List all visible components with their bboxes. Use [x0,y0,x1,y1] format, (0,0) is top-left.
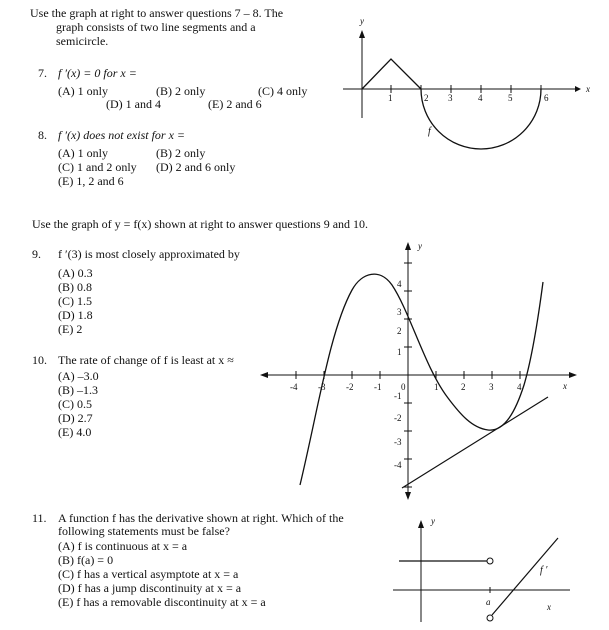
q10-choice-d[interactable]: (D) 2.7 [58,411,93,425]
q8-stem: f ′(x) does not exist for x = [58,128,186,142]
q11-choice-e[interactable]: (E) f has a removable discontinuity at x = a [58,595,266,609]
q11-choice-a[interactable]: (A) f is continuous at x = a [58,539,188,553]
graph1-tick-2: 2 [424,93,429,103]
graph3-y-arrow-icon [418,520,424,528]
q10-choice-a[interactable]: (A) –3.0 [58,369,99,383]
graph3-fprime-label: f ′ [540,565,548,576]
graph2-y-label: y [418,241,422,251]
graph2-xtick-3: 3 [489,382,494,392]
graph3-open-circle-bottom [487,615,493,621]
graph1-tick-4: 4 [478,93,483,103]
graph1-x-label: x [586,84,590,94]
q7-choice-a[interactable]: (A) 1 only [58,84,108,98]
q9-number: 9. [32,247,41,261]
q11-stem-line1: A function f has the derivative shown at right. Which of the [58,511,344,525]
graph1-y-label: y [360,16,364,26]
q7-choice-b[interactable]: (B) 2 only [156,84,206,98]
q9-stem: f ′(3) is most closely approximated by [58,247,240,261]
intro-7-8-line3: semicircle. [56,34,109,48]
graph2-ytick-neg3: -3 [394,437,402,447]
q8-choice-b[interactable]: (B) 2 only [156,146,206,160]
graph2-x-label: x [563,381,567,391]
graph1-tick-1: 1 [388,93,393,103]
graph2-ytick-1: 1 [397,347,402,357]
q7-number: 7. [38,66,47,80]
q7-choice-e[interactable]: (E) 2 and 6 [208,97,262,111]
graph2-ytick-3: 3 [397,307,402,317]
q7-choice-c[interactable]: (C) 4 only [258,84,308,98]
q10-number: 10. [32,353,47,367]
graph2-xtick-1: 1 [434,382,439,392]
graph2-xtick-0: 0 [401,382,406,392]
graph1-tick-3: 3 [448,93,453,103]
q11-choice-c[interactable]: (C) f has a vertical asymptote at x = a [58,567,239,581]
graph2-ytick-neg4: -4 [394,460,402,470]
q8-choice-d[interactable]: (D) 2 and 6 only [156,160,236,174]
q8-choice-c[interactable]: (C) 1 and 2 only [58,160,137,174]
graph1-tick-6: 6 [544,93,549,103]
graph2-ytick-4: 4 [397,279,402,289]
q11-choice-b[interactable]: (B) f(a) = 0 [58,553,114,567]
q10-stem: The rate of change of f is least at x ≈ [58,353,234,367]
graph2-ytick-neg1: -1 [394,391,402,401]
q9-choice-e[interactable]: (E) 2 [58,322,83,336]
graph3-open-circle-top [487,558,493,564]
q7-choice-d[interactable]: (D) 1 and 4 [106,97,161,111]
q11-stem-line2: following statements must be false? [58,524,230,538]
graph3-a-label: a [486,597,491,607]
q9-choice-a[interactable]: (A) 0.3 [58,266,93,280]
graph2-xtick-neg2: -2 [346,382,354,392]
q8-choice-e[interactable]: (E) 1, 2 and 6 [58,174,124,188]
graph2-xtick-neg1: -1 [374,382,382,392]
q9-choice-b[interactable]: (B) 0.8 [58,280,92,294]
graph2-ytick-2: 2 [397,326,402,336]
q10-choice-c[interactable]: (C) 0.5 [58,397,92,411]
graph1-tick-5: 5 [508,93,513,103]
intro-7-8-line1: Use the graph at right to answer questions 7 – 8. The [30,6,284,20]
q9-choice-c[interactable]: (C) 1.5 [58,294,92,308]
q8-number: 8. [38,128,47,142]
graph3-y-label: y [431,516,435,526]
graph2-ytick-neg2: -2 [394,413,402,423]
graph2-xtick-2: 2 [461,382,466,392]
graph1-f-label: f [428,126,431,137]
q11-choice-d[interactable]: (D) f has a jump discontinuity at x = a [58,581,242,595]
q9-choice-d[interactable]: (D) 1.8 [58,308,93,322]
graph2-xtick-4: 4 [517,382,522,392]
graph3-x-label: x [547,602,551,612]
intro-7-8-line2: graph consists of two line segments and a [56,20,256,34]
graph2-xtick-neg3: -3 [318,382,326,392]
q11-number: 11. [32,511,47,525]
graph2-xtick-neg4: -4 [290,382,298,392]
q10-choice-b[interactable]: (B) –1.3 [58,383,98,397]
q7-stem: f ′(x) = 0 for x = [58,66,137,80]
q10-choice-e[interactable]: (E) 4.0 [58,425,92,439]
intro-9-10: Use the graph of y = f(x) shown at right to answer questions 9 and 10. [32,217,369,231]
q8-choice-a[interactable]: (A) 1 only [58,146,108,160]
